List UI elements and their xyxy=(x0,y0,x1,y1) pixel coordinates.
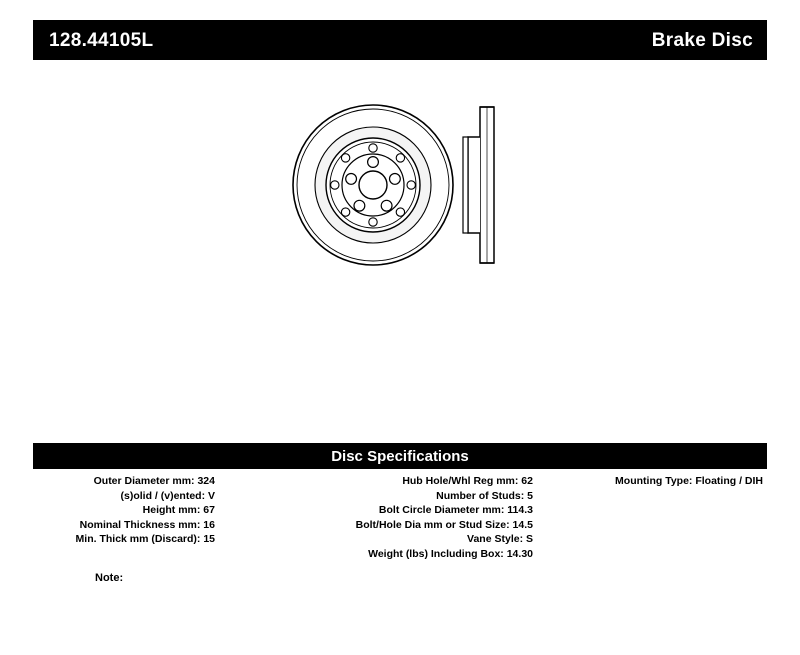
spec-item: Min. Thick mm (Discard): 15 xyxy=(75,533,215,546)
brake-rotor-face-view xyxy=(293,105,453,265)
note-label: Note: xyxy=(95,572,124,584)
spec-item: Nominal Thickness mm: 16 xyxy=(79,518,215,531)
disc-specifications-bar xyxy=(33,443,767,469)
disc-specifications-columns xyxy=(33,474,767,562)
spec-item: (s)olid / (v)ented: V xyxy=(120,489,215,502)
note-row xyxy=(33,568,767,586)
spec-item: Height mm: 67 xyxy=(142,504,215,517)
spec-item: Outer Diameter mm: 324 xyxy=(93,475,215,487)
disc-specifications-title: Disc Specifications xyxy=(331,447,469,465)
part-number: 128.44105L xyxy=(49,29,154,51)
spec-column-left xyxy=(33,474,219,562)
spec-column-middle xyxy=(219,474,539,562)
header-bar xyxy=(33,20,767,60)
product-illustration xyxy=(280,95,540,275)
spec-item: Bolt Circle Diameter mm: 114.3 xyxy=(378,504,533,517)
brake-rotor-edge-view xyxy=(463,107,494,263)
spec-column-right xyxy=(539,474,767,562)
spec-item: Hub Hole/Whl Reg mm: 62 xyxy=(402,475,533,487)
spec-item: Vane Style: S xyxy=(467,533,533,546)
spec-item: Weight (lbs) Including Box: 14.30 xyxy=(368,547,533,560)
spec-item: Bolt/Hole Dia mm or Stud Size: 14.5 xyxy=(355,518,533,531)
spec-item: Number of Studs: 5 xyxy=(436,489,533,502)
product-type-label: Brake Disc xyxy=(651,29,753,51)
spec-item: Mounting Type: Floating / DIH xyxy=(615,475,763,487)
